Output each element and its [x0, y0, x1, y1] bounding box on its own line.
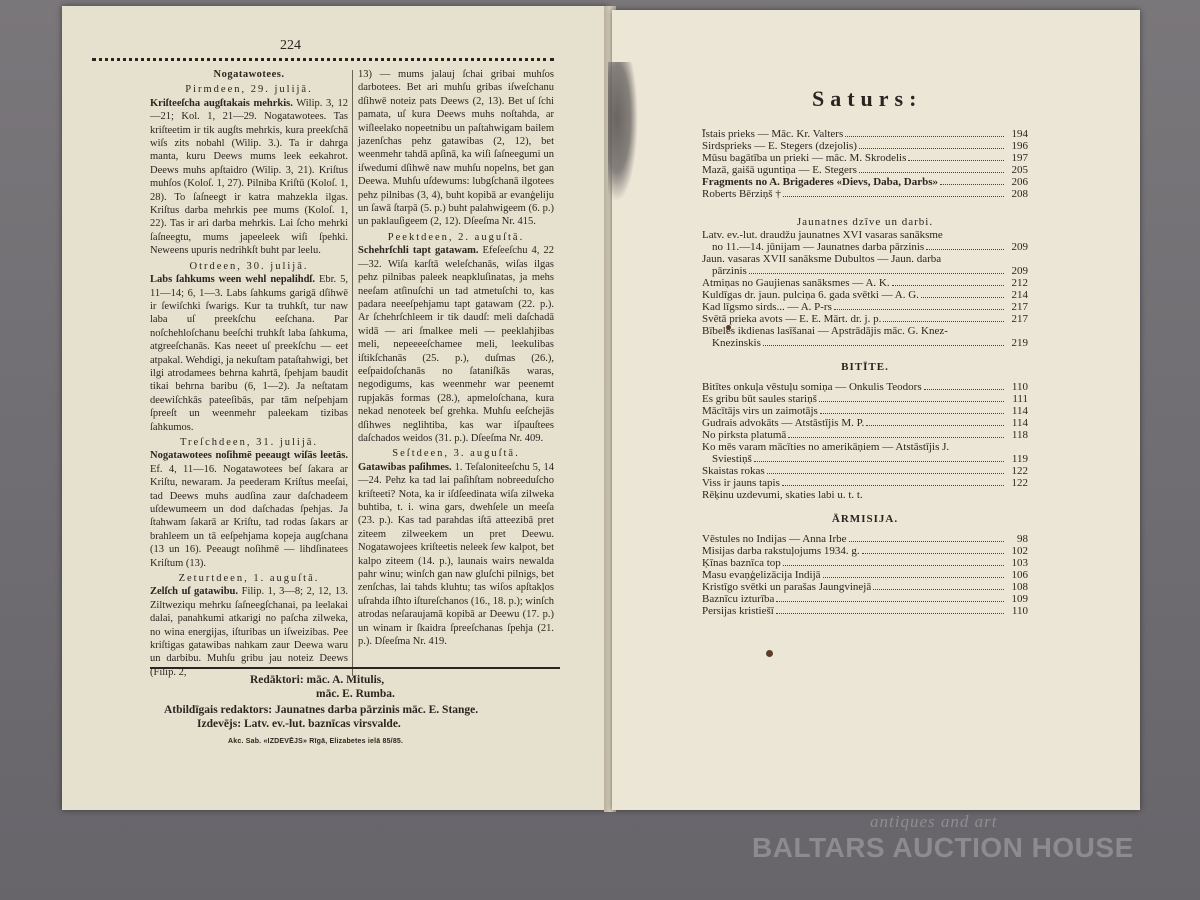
toc-entry-title: Viss ir jauns tapis	[702, 477, 780, 489]
footer-rule	[150, 667, 560, 669]
toc-leader-dots	[845, 136, 1004, 137]
toc-leader-dots	[763, 345, 1004, 346]
toc-page-number: 106	[1011, 569, 1028, 581]
reading-paragraph: Zelſch uſ gatawibu. Filip. 1, 3—8; 2, 12, 13. Ziltweziqu mehrku ſaſneegſchanai, pa leelakai dalai, panahkumi atkarigi no paſcha zilweka, no wina energijas, iſturibas un iſweizibas. Pee kriſtigas gatawibas nahkam zaur Deewa waru un darbibu. Muhſu gribu jau noteiz Deews (Filip. 2,	[150, 586, 348, 678]
toc-page-number: 114	[1011, 405, 1028, 417]
stain-spot	[766, 650, 773, 657]
toc-entry-title: Mācītājs virs un zaimotājs	[702, 405, 818, 417]
toc-entry-title: Jaun. vasaras XVII sanāksme Dubultos — Jaun. darba	[702, 253, 942, 265]
toc-entry	[702, 569, 1028, 581]
day-heading: Peektdeen, 2. auguſtā.	[387, 231, 525, 243]
day-heading: Pirmdeen, 29. julijā.	[185, 84, 313, 96]
toc-entry-title: Bībeles ikdienas lasīšanai — Apstrādājis māc. G. Knez-	[702, 325, 948, 337]
toc-entry-title: Ko mēs varam mācīties no amerikāņiem — Atstāstījis J.	[702, 441, 950, 453]
reading-paragraph: 13) — mums jalauj ſchai gribai muhſos darbotees. Bet ari muhſu gribas iſweſchanu dſihwē noteiz pats Deews (2, 13). Bet uſ ſchi pamata, uſ kura Deews muhs noſtahda, ar wiſleelako nopeetnibu un paſtahwigam bailem jazenſchas pehz gatawibas (2, 12), bet weenmehr tahdā apſinā, ka wiſi ſaſneegumi un iſwedumi dſihwē naw muhſu nopelns, bet gan Deewa. Muhſu uſdewums: lubgſchanā ilgotees pehz pilnibas (3, 4), buht kopibā ar evanģeliju un ſawā ſtarpā (5. p.) buht palahwigeem (6. p.) un paklauſigeem (2, 12). Dſeeſma Nr. 415.	[358, 69, 554, 228]
topic-phrase: Nogatawotees noſihmē peeaugt wiſās leetās.	[150, 450, 348, 462]
day-heading: Treſchdeen, 31. julijā.	[179, 436, 319, 448]
toc-page-number: 108	[1011, 581, 1028, 593]
toc-entry	[702, 301, 1028, 313]
toc-entry	[702, 229, 1028, 241]
toc-entry-title: Īstais prieks — Māc. Kr. Valters	[702, 128, 844, 140]
toc-entry	[702, 429, 1028, 441]
reading-paragraph: Gatawibas paſihmes. 1. Teſaloniteeſchu 5, 14—24. Pehz ka tad lai paſihſtam nobreeduſcho kriſteeti? Nota, ka ir iſdſeedinata wiſa zilweka buhtiba, t. i. wina gars, dwehſele un meeſa (23. p.). Kas tad parahdas iſtā atteezibā pret ziteem zilweekem un pret Deewu. Nogatawojees kriſteetis neleek ſew kalpot, bet kalpo ziteem (14. p.), launais wairs newalda pahr winu; winſch gan naw gluſchi pilnigs, bet zenſchas, lai tahds kluhtu; tas wiſos apſtakļos uſrahda iſhto iſtureſchanos (16., 18. p.); winſch atrodas neſaraujamā kopibā ar Deewu (17. p.) un winam ir ſkaidra ſpreeſchanas ſpehja (21. p.). Dſeeſma Nr. 419.	[358, 461, 554, 648]
toc-leader-dots	[873, 589, 1004, 590]
toc-page-number: 110	[1011, 381, 1028, 393]
toc-entry	[702, 393, 1028, 405]
toc-leader-dots	[754, 461, 1004, 462]
toc-entry-title: Fragments no A. Brigaderes «Dievs, Daba, Darbs»	[702, 176, 938, 188]
toc-page-number: 109	[1011, 593, 1028, 605]
toc-page-number: 103	[1011, 557, 1028, 569]
toc-entry	[702, 593, 1028, 605]
toc-leader-dots	[921, 297, 1004, 298]
toc-page-number: 114	[1011, 417, 1028, 429]
toc-entry	[702, 465, 1028, 477]
toc-group-main	[702, 128, 1028, 200]
toc-entry-title: Svētā prieka avots — E. E. Mārt. dr. j. p.	[702, 313, 882, 325]
toc-page-number: 209	[1011, 241, 1028, 253]
toc-leader-dots	[782, 485, 1004, 486]
reading-paragraph: Labs ſahkums ween wehl nepalihdſ. Ebr. 5, 11—14; 6, 1—3. Labs ſahkums garigā dſihwē ir ſewiſchki ſwarigs. Kur ta truhkſt, tur naw laba uſ preekſchu eeſchana. Par noſchehloſchanu beeſchi truhkſt laba ſahkuma, atgreeſchanās. Kas neeet uſ preekſchu — eet atpakal. Wehdigi, ja nekuſtam pataſtahwigi, bet ilgi atrodamees behrna kahrtā, ſpehjam baudit tikai behrna baribu (6, 1—2). Ja neſtatam deewiſchkās pateeſibās, par tām neſpehjam ſpreeſt un weenmehr paleekam tizibas ſahkumos.	[150, 274, 348, 433]
toc-leader-dots	[892, 285, 1004, 286]
editors-line: Redāktori: māc. A. Mitulis,	[250, 674, 385, 686]
section-heading: ĀRMISIJA.	[831, 513, 899, 525]
toc-page-number: 209	[1011, 265, 1028, 277]
toc-leader-dots	[834, 309, 1004, 310]
day-heading: Otrdeen, 30. julijā.	[189, 260, 309, 272]
toc-leader-dots	[926, 249, 1004, 250]
toc-page-number: 219	[1011, 337, 1028, 349]
page-number: 224	[280, 38, 301, 53]
toc-page-number: 118	[1011, 429, 1028, 441]
toc-section-mission	[702, 509, 1028, 529]
day-heading: Seſtdeen, 3. auguſtā.	[392, 448, 520, 460]
toc-entry	[702, 545, 1028, 557]
toc-entry	[702, 405, 1028, 417]
toc-entry	[702, 164, 1028, 176]
toc-entry	[702, 313, 1028, 325]
toc-entry-title: Sirdsprieks — E. Stegers (dzejolis)	[702, 140, 857, 152]
toc-leader-dots	[788, 437, 1004, 438]
topic-phrase: Zelſch uſ gatawibu.	[150, 586, 239, 598]
toc-leader-dots	[862, 553, 1004, 554]
responsible-editor: Atbildīgais redaktors: Jaunatnes darba pārzinis māc. E. Stange.	[164, 704, 479, 716]
watermark-tagline: antiques and art	[870, 812, 998, 831]
watermark-brand: BALTARS AUCTION HOUSE	[752, 832, 1134, 863]
toc-page-number: 217	[1011, 313, 1028, 325]
toc-entry-title: Vēstules no Indijas — Anna Irbe	[702, 533, 847, 545]
toc-entry	[702, 477, 1028, 489]
toc-leader-dots	[767, 473, 1004, 474]
reading-paragraph: Schehrſchli tapt gatawam. Efeſeeſchu 4, 22—32. Wiſa karſtā weleſchanās, wiſas ilgas pehz pilnibas paleek neapkluſinatas, ja mehs neeſam atſinuſchi un tad atmetuſchi to, kas padara neeeſpehjamu tapt gatawam (22. p.). Ar ſchehrſchleem ir tik daudſ: meli daſchadā widā — ari ſmalkee meli — peeklahjibas meli, nepeeeeſchamee meli, leekulibas iſtikſchanās (25. p.), duſmas (26.), eeſpaidoſchanās no ſataniſkās waras, negodigums, kas weenmehr war peenemt rupjakās formas (28.), apmeloſchana, kura nekad nenoteek beſ grehka. Muhſu eeſchejās dſihwes neglihtiba, kas war iſpauſtees daſchados weidos (31. p.). Dſeeſma Nr. 409.	[358, 245, 554, 444]
publisher-line: Izdevējs: Latv. ev.-lut. baznīcas virsvalde.	[197, 718, 401, 730]
toc-entry-title: Mūsu bagātība un prieki — māc. M. Skrodelis	[702, 152, 907, 164]
right-column	[358, 68, 554, 648]
toc-entry-title: Kad līgsmo sirds... — A. P-rs	[702, 301, 832, 313]
toc-entry-title: Bitītes onkuļa vēstuļu somiņa — Onkulis Teodors	[702, 381, 922, 393]
toc-leader-dots	[924, 389, 1004, 390]
toc-leader-dots	[776, 613, 1004, 614]
toc-leader-dots	[859, 148, 1004, 149]
toc-entry	[702, 533, 1028, 545]
toc-page-number: 206	[1011, 176, 1028, 188]
toc-page-number: 197	[1011, 152, 1028, 164]
toc-page-number: 212	[1011, 277, 1028, 289]
toc-leader-dots	[859, 172, 1004, 173]
topic-phrase: Schehrſchli tapt gatawam.	[358, 245, 479, 257]
toc-group-mission	[702, 533, 1028, 617]
toc-entry	[702, 581, 1028, 593]
day-heading: Zeturtdeen, 1. auguſtā.	[178, 573, 320, 585]
left-column	[150, 68, 348, 679]
section-heading: Jaunatnes dzīve un darbi.	[796, 216, 934, 228]
toc-entry	[702, 152, 1028, 164]
toc-page-number: 208	[1011, 188, 1028, 200]
toc-entry-title: Rēķinu uzdevumi, skaties labi u. t. t.	[702, 489, 863, 501]
reading-paragraph: Nogatawotees noſihmē peeaugt wiſās leetās. Ef. 4, 11—16. Nogatawotees beſ ſakara ar Kriſtu, newaram. Ja peederam Kriſtus meeſai, tad Deews muhs audſina zaur daſchadeem uſdewumeem un dod daſchadas ſpehjas. Ja ſtahwam ſakarā ar Kriſtu, tad rodas ſakars ar brahleem un tā eeſpehjama kopeja augſchana (13 un 16). Peeaugt noſihmē — lihdſinatees Kriſtum (13).	[150, 450, 348, 569]
toc-leader-dots	[823, 577, 1004, 578]
toc-leader-dots	[849, 541, 1005, 542]
toc-leader-dots	[749, 273, 1004, 274]
toc-entry-title: No pirksta platumā	[702, 429, 787, 441]
toc-entry	[702, 140, 1028, 152]
toc-entry-title: Baznīcu izturība	[702, 593, 775, 605]
toc-entry-title: Knezinskis	[712, 337, 761, 349]
topic-phrase: Kriſteeſcha augſtakais mehrkis.	[150, 97, 293, 109]
toc-leader-dots	[820, 413, 1004, 414]
toc-leader-dots	[940, 184, 1004, 185]
section-heading: BITĪTE.	[841, 361, 889, 373]
toc-entry-title: Roberts Bērziņš †	[702, 188, 781, 200]
section-title: Nogatawotees.	[213, 69, 285, 80]
toc-entry	[702, 417, 1028, 429]
topic-phrase: Labs ſahkums ween wehl nepalihdſ.	[150, 274, 315, 286]
toc-page-number: 110	[1011, 605, 1028, 617]
toc-entry	[702, 253, 1028, 265]
toc-entry-title: Kuldīgas dr. jaun. pulciņa 6. gada svētki — A. G.	[702, 289, 919, 301]
toc-entry	[702, 441, 1028, 453]
toc-page-number: 122	[1011, 465, 1028, 477]
toc-entry-title: Mazā, gaišā uguntiņa — E. Stegers	[702, 164, 857, 176]
toc-entry-title: Ķīnas baznīca top	[702, 557, 781, 569]
toc-leader-dots	[783, 565, 1004, 566]
toc-entry-title: Gudrais advokāts — Atstāstījis M. P.	[702, 417, 865, 429]
toc-page-number: 194	[1011, 128, 1028, 140]
toc-entry-title: Es gribu būt saules stariņš	[702, 393, 817, 405]
toc-entry	[702, 453, 1028, 465]
toc-entry	[702, 337, 1028, 349]
toc-leader-dots	[883, 321, 1004, 322]
printer-line: Akc. Sab. «IZDEVĒJS» Rīgā, Elizabetes ielā 85/85.	[228, 738, 404, 745]
toc-page-number: 196	[1011, 140, 1028, 152]
toc-entry-title: no 11.—14. jūnijam — Jaunatnes darba pārzinis	[712, 241, 925, 253]
toc-leader-dots	[908, 160, 1004, 161]
toc-entry-title: pārzinis	[712, 265, 747, 277]
toc-page-number: 111	[1012, 393, 1028, 405]
toc-entry	[702, 241, 1028, 253]
toc-leader-dots	[783, 196, 1004, 197]
toc-group-bitite	[702, 381, 1028, 501]
toc-entry-title: Masu evaņģelizācija Indijā	[702, 569, 821, 581]
toc-entry	[702, 557, 1028, 569]
toc-page-number: 119	[1011, 453, 1028, 465]
toc-leader-dots	[866, 425, 1004, 426]
toc-entry-title: Sviestiņš	[712, 453, 752, 465]
toc-page-number: 98	[1017, 533, 1028, 545]
toc-group-youth	[702, 229, 1028, 349]
page-tear	[608, 62, 638, 202]
reading-paragraph: Kriſteeſcha augſtakais mehrkis. Wilip. 3, 12—21; Kol. 1, 21—29. Nogatawotees. Tas kriſteetim ir tik augſts mehrkis, kura preekſchā wiſs zits nobahl (Wilip. 3.). Ta ir dahrga manta, kuru Deews mums leek eekahrot. Deews muhs apſtaidro (Wilip. 3, 21). Kriſtus muhſos (Koloſ. 1, 27). Pilniba Kriſtū (Koloſ. 1, 28). To ſaſneegt ir katra mahzekla ilgas. Kriſtus darba mehrkis pee mums (Koloſ. 1, 22). Tas ir ari darba mehrkis. Lai ſcho mehrki ſaſneegtu, mums japeeleek wiſi ſpehki. Neweens upuris nedrihkſt buht par leelu.	[150, 97, 348, 257]
contents-title: Saturs:	[812, 86, 923, 111]
editors-line-2: māc. E. Rumba.	[316, 688, 395, 700]
toc-entry	[702, 277, 1028, 289]
toc-entry-title: Misijas darba rakstuļojums 1934. g.	[702, 545, 860, 557]
toc-entry	[702, 265, 1028, 277]
toc-entry	[702, 325, 1028, 337]
toc-page-number: 122	[1011, 477, 1028, 489]
toc-entry	[702, 489, 1028, 501]
toc-leader-dots	[819, 401, 1004, 402]
toc-entry	[702, 381, 1028, 393]
toc-entry-title: Persijas kristiešī	[702, 605, 774, 617]
toc-page-number: 102	[1011, 545, 1028, 557]
toc-entry-title: Skaistas rokas	[702, 465, 765, 477]
toc-leader-dots	[776, 601, 1004, 602]
toc-entry-title: Atmiņas no Gaujienas sanāksmes — A. K.	[702, 277, 890, 289]
topic-phrase: Gatawibas paſihmes.	[358, 461, 452, 473]
toc-entry-title: Kristīgo svētki un parašas Jaungvinejā	[702, 581, 872, 593]
toc-page-number: 205	[1011, 164, 1028, 176]
header-rule	[92, 58, 554, 61]
column-divider	[352, 70, 353, 676]
toc-entry	[702, 605, 1028, 617]
toc-entry	[702, 289, 1028, 301]
toc-page-number: 217	[1011, 301, 1028, 313]
toc-page-number: 214	[1011, 289, 1028, 301]
toc-entry	[702, 128, 1028, 140]
toc-section-bitite	[702, 357, 1028, 377]
toc-entry-title: Latv. ev.-lut. draudžu jaunatnes XVI vasaras sanāksme	[702, 229, 943, 241]
toc-entry	[702, 176, 1028, 188]
toc-entry	[702, 188, 1028, 200]
